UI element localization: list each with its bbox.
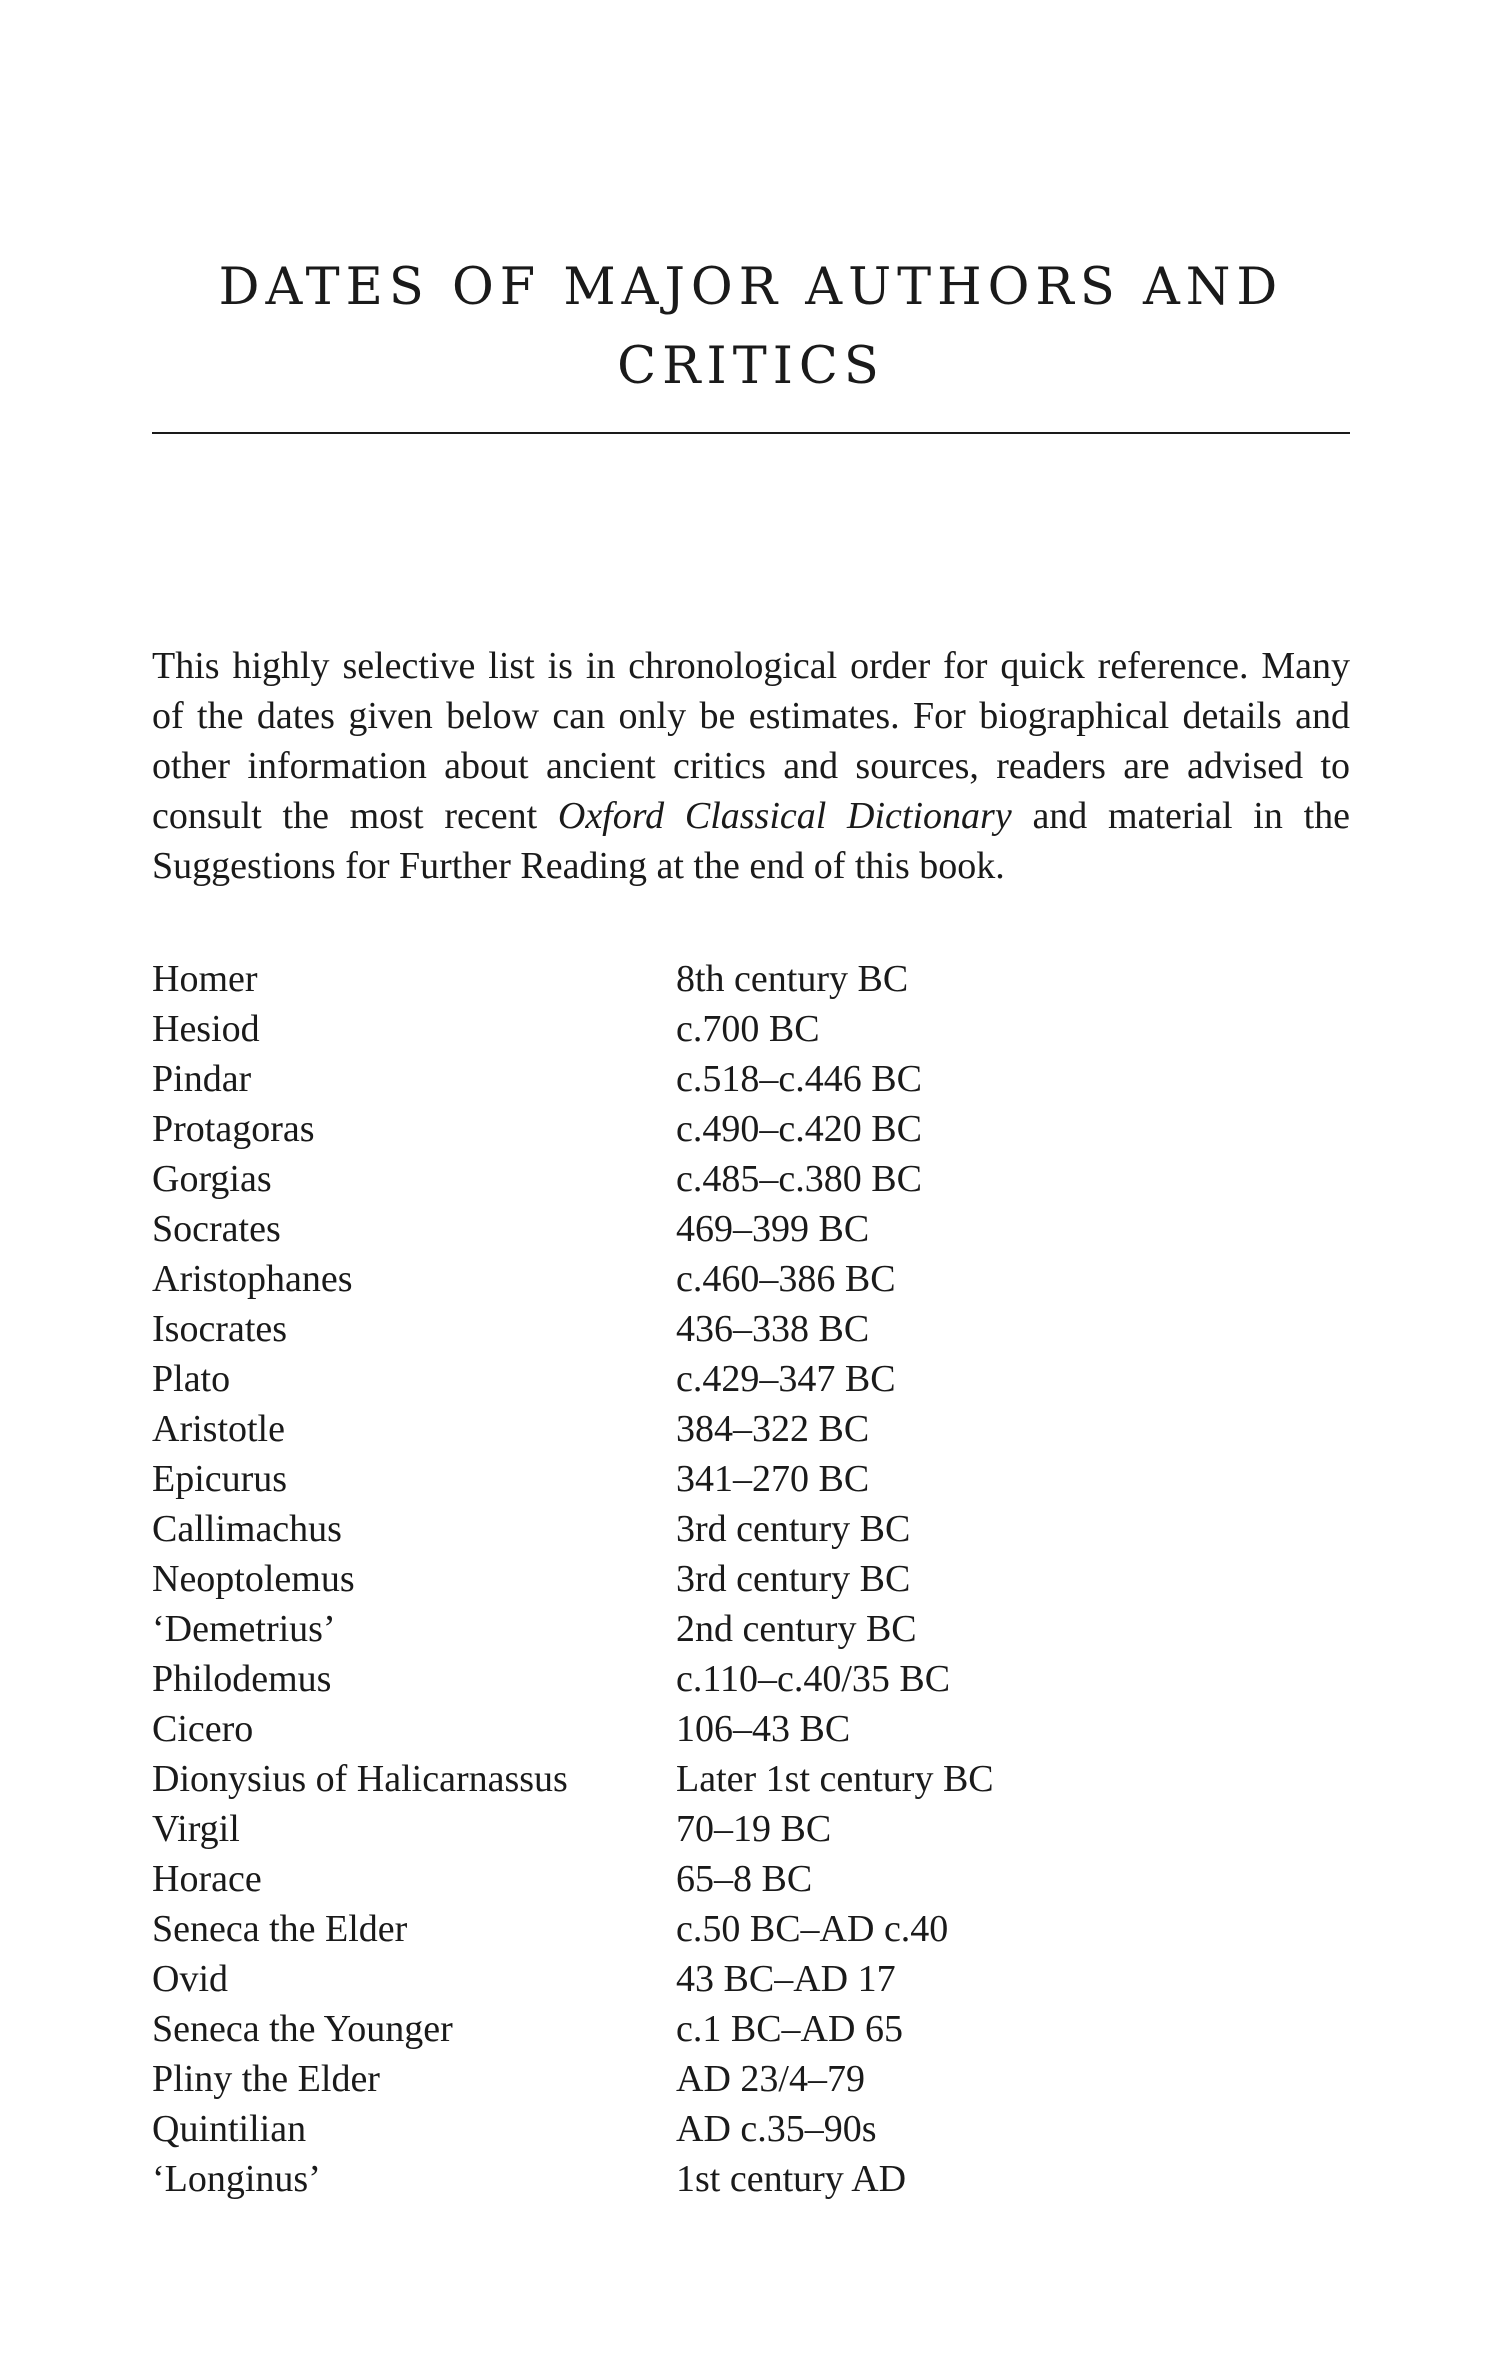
author-date: c.485–c.380 BC — [676, 1158, 922, 1200]
list-item — [152, 2104, 1350, 2154]
list-item — [152, 2154, 1350, 2204]
author-date: c.429–347 BC — [676, 1358, 896, 1400]
author-name: Epicurus — [152, 1458, 288, 1500]
list-item — [152, 1704, 1350, 1754]
author-date: 70–19 BC — [676, 1808, 832, 1850]
intro-text: This highly selective list is in chronological order for quick reference. Many of the dates given below can only be estimates. For biographical details and other information about ancient critics and sources, readers are advised to consult the most recent — [152, 645, 1350, 837]
author-name: Callimachus — [152, 1508, 342, 1550]
author-date: 384–322 BC — [676, 1408, 870, 1450]
author-date: c.518–c.446 BC — [676, 1058, 922, 1100]
author-name: Seneca the Younger — [152, 2008, 453, 2050]
list-item — [152, 1104, 1350, 1154]
list-item — [152, 1404, 1350, 1454]
list-item — [152, 1254, 1350, 1304]
author-date: c.110–c.40/35 BC — [676, 1658, 951, 1700]
author-name: Protagoras — [152, 1108, 315, 1150]
author-name: Virgil — [152, 1808, 240, 1850]
author-date: 469–399 BC — [676, 1208, 870, 1250]
list-item — [152, 2004, 1350, 2054]
page — [152, 0, 1350, 2375]
author-name: ‘Longinus’ — [152, 2158, 321, 2200]
author-name: Isocrates — [152, 1308, 288, 1350]
title-rule — [152, 432, 1350, 434]
author-name: Aristophanes — [152, 1258, 353, 1300]
author-name: Philodemus — [152, 1658, 332, 1700]
author-name: Neoptolemus — [152, 1558, 355, 1600]
author-date: Later 1st century BC — [676, 1758, 994, 1800]
author-name: Quintilian — [152, 2108, 307, 2150]
list-item — [152, 1304, 1350, 1354]
author-date: c.50 BC–AD c.40 — [676, 1908, 949, 1950]
author-date: 2nd century BC — [676, 1608, 917, 1650]
author-date: AD c.35–90s — [676, 2108, 877, 2150]
list-item — [152, 1154, 1350, 1204]
author-name: Homer — [152, 958, 258, 1000]
list-item — [152, 1804, 1350, 1854]
list-item — [152, 1654, 1350, 1704]
list-item — [152, 1554, 1350, 1604]
list-item — [152, 1904, 1350, 1954]
list-item — [152, 1004, 1350, 1054]
author-name: Seneca the Elder — [152, 1908, 408, 1950]
list-item — [152, 1204, 1350, 1254]
author-date: c.460–386 BC — [676, 1258, 896, 1300]
author-name: Horace — [152, 1858, 262, 1900]
list-item — [152, 2054, 1350, 2104]
list-item — [152, 1054, 1350, 1104]
author-date: c.1 BC–AD 65 — [676, 2008, 903, 2050]
list-item — [152, 1504, 1350, 1554]
author-date: 436–338 BC — [676, 1308, 870, 1350]
author-date: 43 BC–AD 17 — [676, 1958, 896, 2000]
author-date: c.700 BC — [676, 1008, 820, 1050]
author-date: 106–43 BC — [676, 1708, 851, 1750]
author-date: 3rd century BC — [676, 1508, 911, 1550]
author-date: 8th century BC — [676, 958, 909, 1000]
list-item — [152, 1754, 1350, 1804]
author-name: Ovid — [152, 1958, 228, 2000]
intro-italic-title: Oxford Classical Dictionary — [557, 795, 1012, 837]
author-date: c.490–c.420 BC — [676, 1108, 922, 1150]
page-title: DATES OF MAJOR AUTHORS AND CRITICS — [218, 258, 1284, 396]
author-name: Dionysius of Halicarnassus — [152, 1758, 568, 1800]
list-item — [152, 1454, 1350, 1504]
author-name: Pliny the Elder — [152, 2058, 380, 2100]
author-name: Gorgias — [152, 1158, 272, 1200]
author-date: 3rd century BC — [676, 1558, 911, 1600]
author-dates-list — [152, 954, 1350, 2204]
author-name: Hesiod — [152, 1008, 260, 1050]
intro-text-end: and material in the Suggestions for Further Reading at the end of this book. — [152, 795, 1350, 887]
list-item — [152, 1604, 1350, 1654]
list-item — [152, 1854, 1350, 1904]
list-item — [152, 954, 1350, 1004]
intro-paragraph — [152, 641, 1350, 891]
author-name: Plato — [152, 1358, 231, 1400]
list-item — [152, 1354, 1350, 1404]
author-name: Aristotle — [152, 1408, 285, 1450]
list-item — [152, 1954, 1350, 2004]
author-name: ‘Demetrius’ — [152, 1608, 336, 1650]
author-date: 65–8 BC — [676, 1858, 813, 1900]
author-name: Pindar — [152, 1058, 252, 1100]
author-date: AD 23/4–79 — [676, 2058, 865, 2100]
author-date: 1st century AD — [676, 2158, 907, 2200]
author-name: Socrates — [152, 1208, 281, 1250]
author-name: Cicero — [152, 1708, 254, 1750]
author-date: 341–270 BC — [676, 1458, 870, 1500]
